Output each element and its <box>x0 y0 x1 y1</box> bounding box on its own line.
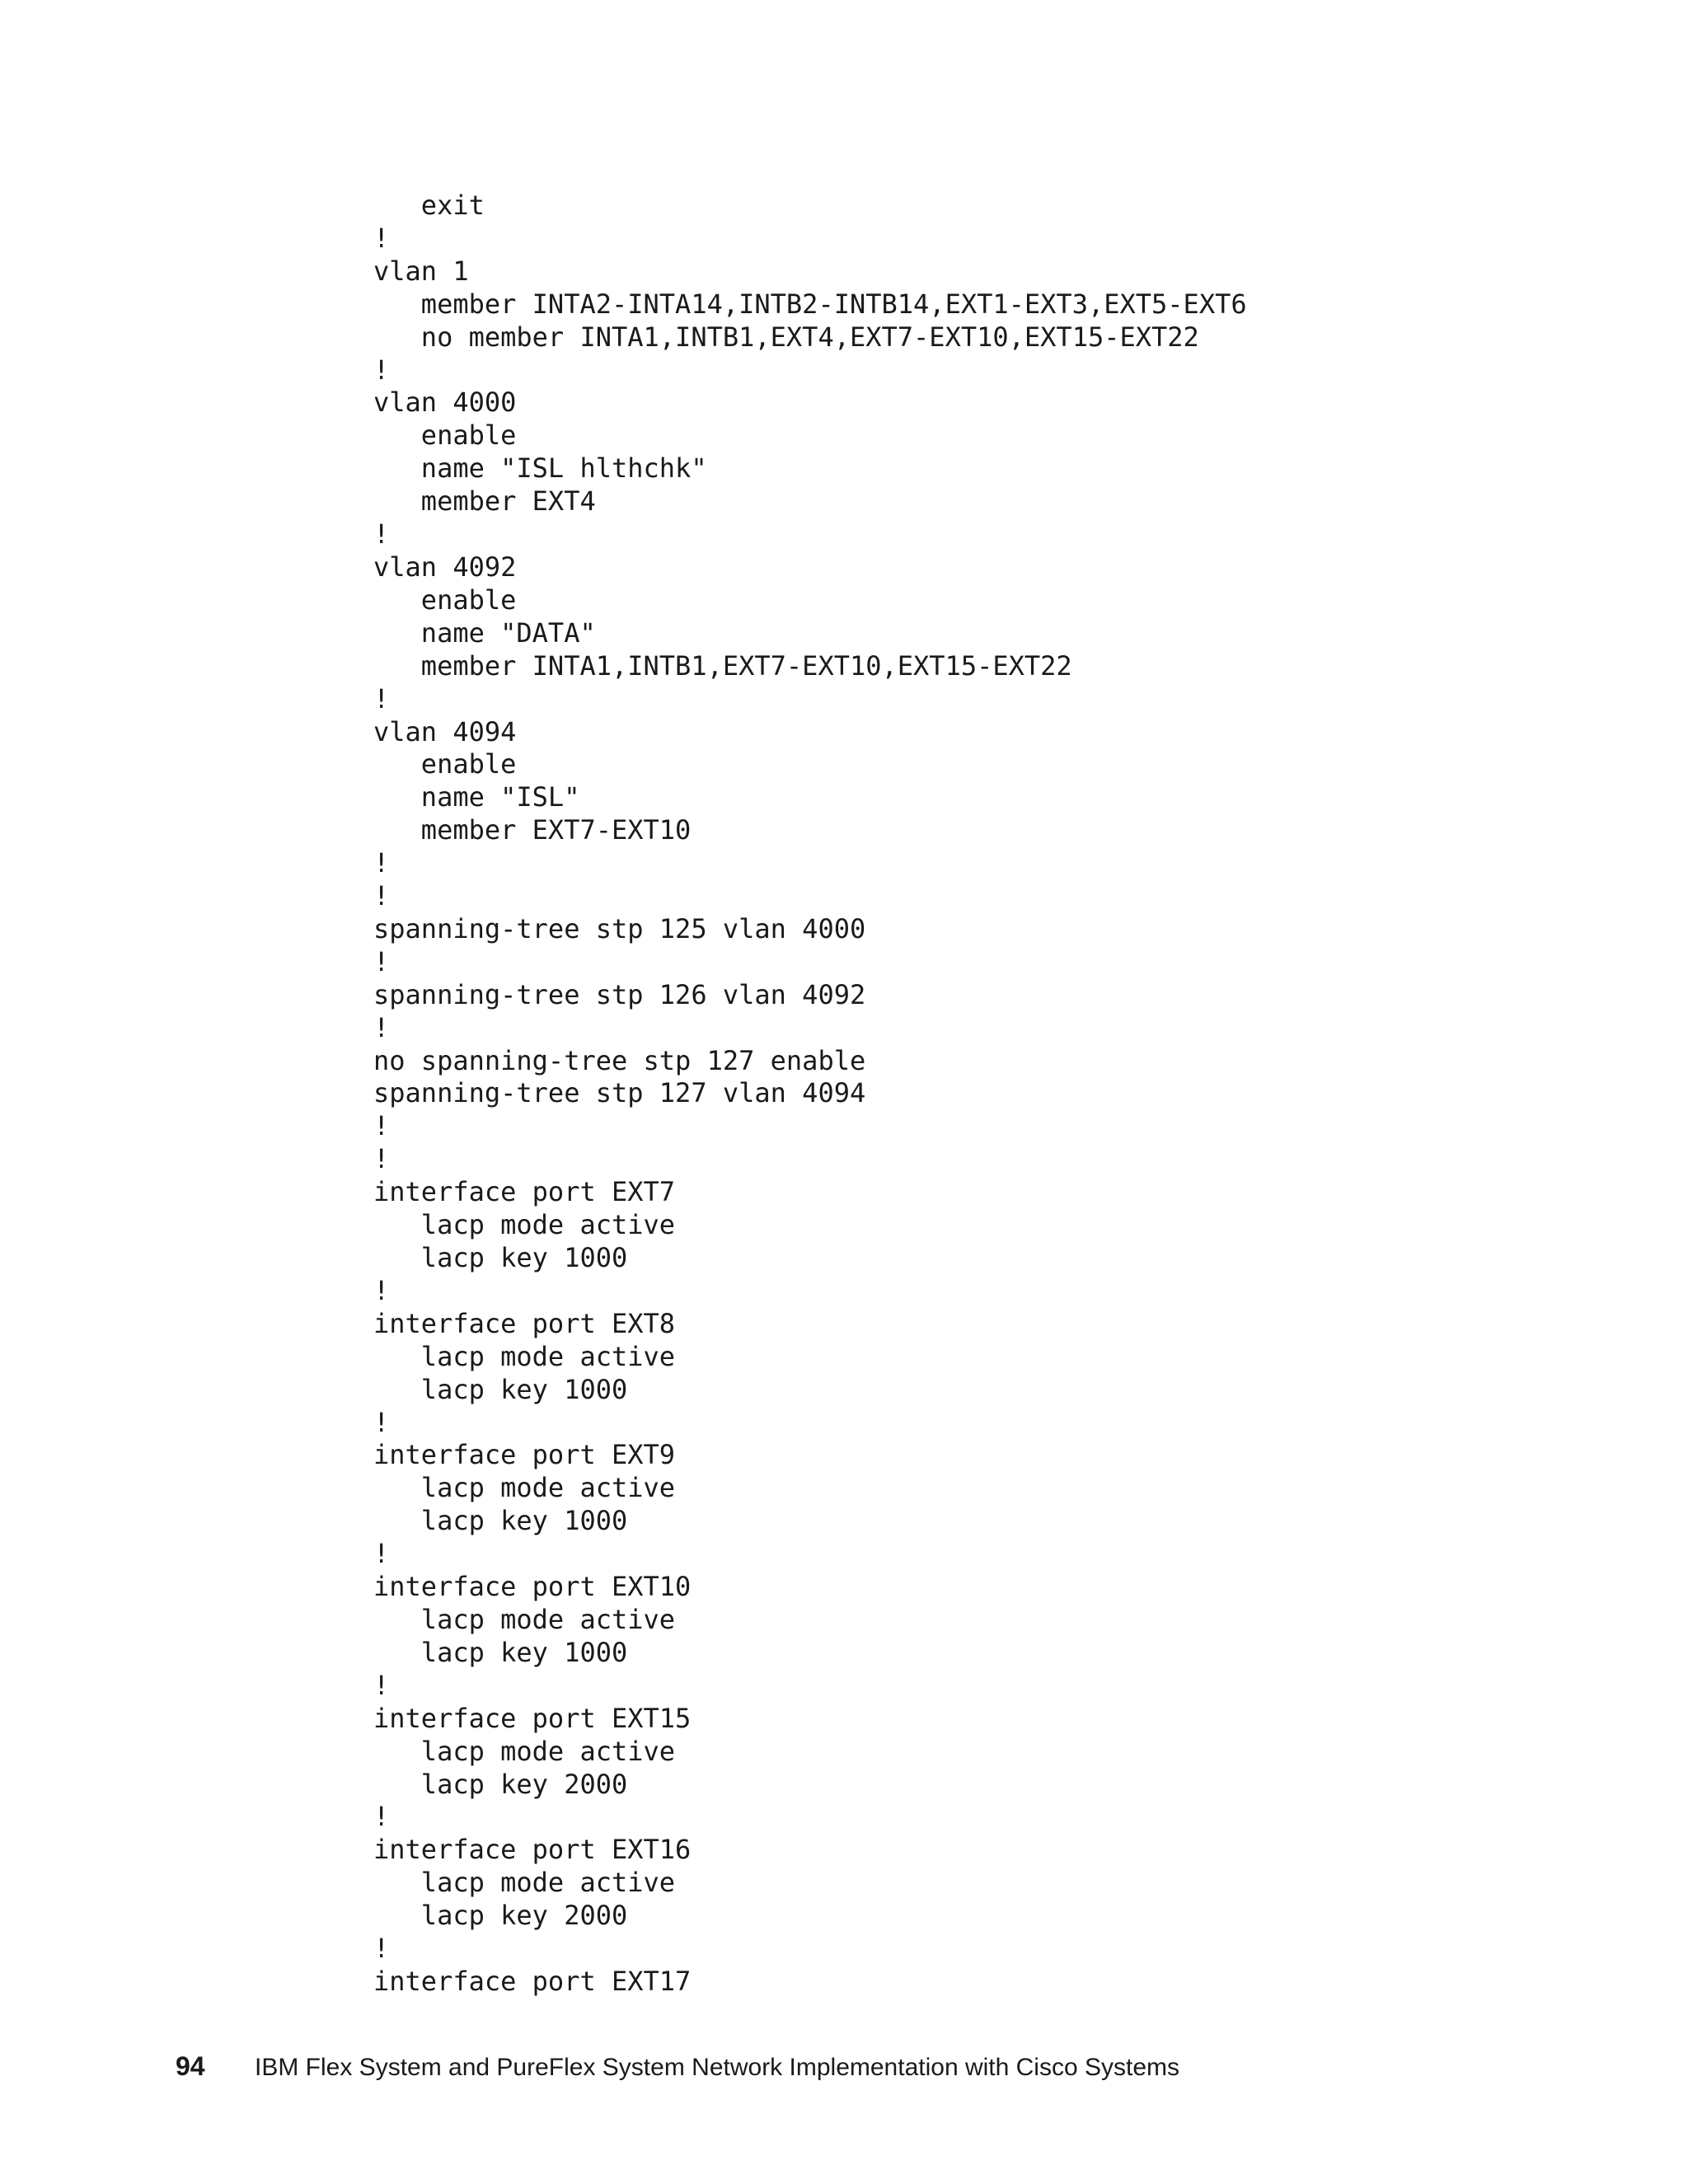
code-line: ! <box>373 1538 390 1570</box>
code-line: lacp key 2000 <box>373 1900 628 1932</box>
code-line: interface port EXT15 <box>373 1702 692 1734</box>
code-line: enable <box>373 583 517 616</box>
code-line: spanning-tree stp 125 vlan 4000 <box>373 912 866 944</box>
code-line: ! <box>373 1143 390 1175</box>
code-line: lacp key 1000 <box>373 1636 628 1668</box>
code-line: ! <box>373 354 390 386</box>
code-line: ! <box>373 1110 390 1142</box>
code-line: spanning-tree stp 126 vlan 4092 <box>373 978 866 1010</box>
page-number: 94 <box>176 2051 205 2081</box>
code-line: member EXT7-EXT10 <box>373 814 692 846</box>
code-line: enable <box>373 748 517 780</box>
code-line: interface port EXT10 <box>373 1571 692 1603</box>
code-line: ! <box>373 1933 390 1965</box>
code-line: ! <box>373 1406 390 1438</box>
code-line: ! <box>373 847 390 879</box>
code-line: lacp key 1000 <box>373 1242 628 1273</box>
code-line: member INTA2-INTA14,INTB2-INTB14,EXT1-EXT3,EXT5-EXT6 <box>373 288 1247 320</box>
code-line: name "ISL hlthchk" <box>373 452 707 485</box>
code-line: lacp mode active <box>373 1340 676 1372</box>
code-line: exit <box>373 190 485 221</box>
code-line: lacp key 1000 <box>373 1373 628 1405</box>
code-line: lacp mode active <box>373 1603 676 1635</box>
code-line: vlan 4092 <box>373 551 517 583</box>
code-listing <box>373 190 1610 1999</box>
code-line: interface port EXT16 <box>373 1834 692 1866</box>
code-line: member INTA1,INTB1,EXT7-EXT10,EXT15-EXT22 <box>373 649 1072 682</box>
code-line: no spanning-tree stp 127 enable <box>373 1044 866 1076</box>
code-line: ! <box>373 682 390 715</box>
code-line: interface port EXT17 <box>373 1965 692 1997</box>
code-line: no member INTA1,INTB1,EXT4,EXT7-EXT10,EXT15-EXT22 <box>373 321 1199 353</box>
code-line: vlan 1 <box>373 255 469 287</box>
code-line: lacp mode active <box>373 1867 676 1899</box>
code-line: vlan 4000 <box>373 387 517 419</box>
code-line: vlan 4094 <box>373 715 517 748</box>
code-line: interface port EXT8 <box>373 1307 676 1339</box>
code-line: name "ISL" <box>373 781 580 813</box>
code-line: ! <box>373 945 390 977</box>
code-line: ! <box>373 1274 390 1306</box>
running-title: IBM Flex System and PureFlex System Network Implementation with Cisco Systems <box>255 2054 1180 2081</box>
code-line: ! <box>373 222 390 254</box>
code-line: ! <box>373 518 390 551</box>
code-line: ! <box>373 1669 390 1701</box>
code-line: ! <box>373 1011 390 1043</box>
code-line: lacp key 1000 <box>373 1505 628 1537</box>
code-line: interface port EXT9 <box>373 1439 676 1471</box>
code-line: ! <box>373 1801 390 1833</box>
code-line: lacp mode active <box>373 1209 676 1241</box>
code-line: lacp mode active <box>373 1472 676 1504</box>
code-line: lacp mode active <box>373 1735 676 1767</box>
code-line: name "DATA" <box>373 616 596 649</box>
page-footer <box>176 2051 1179 2082</box>
code-line: interface port EXT7 <box>373 1176 676 1208</box>
code-line: lacp key 2000 <box>373 1768 628 1800</box>
code-line: member EXT4 <box>373 485 596 518</box>
code-line: enable <box>373 419 517 452</box>
code-line: spanning-tree stp 127 vlan 4094 <box>373 1077 866 1109</box>
code-line: ! <box>373 880 390 912</box>
